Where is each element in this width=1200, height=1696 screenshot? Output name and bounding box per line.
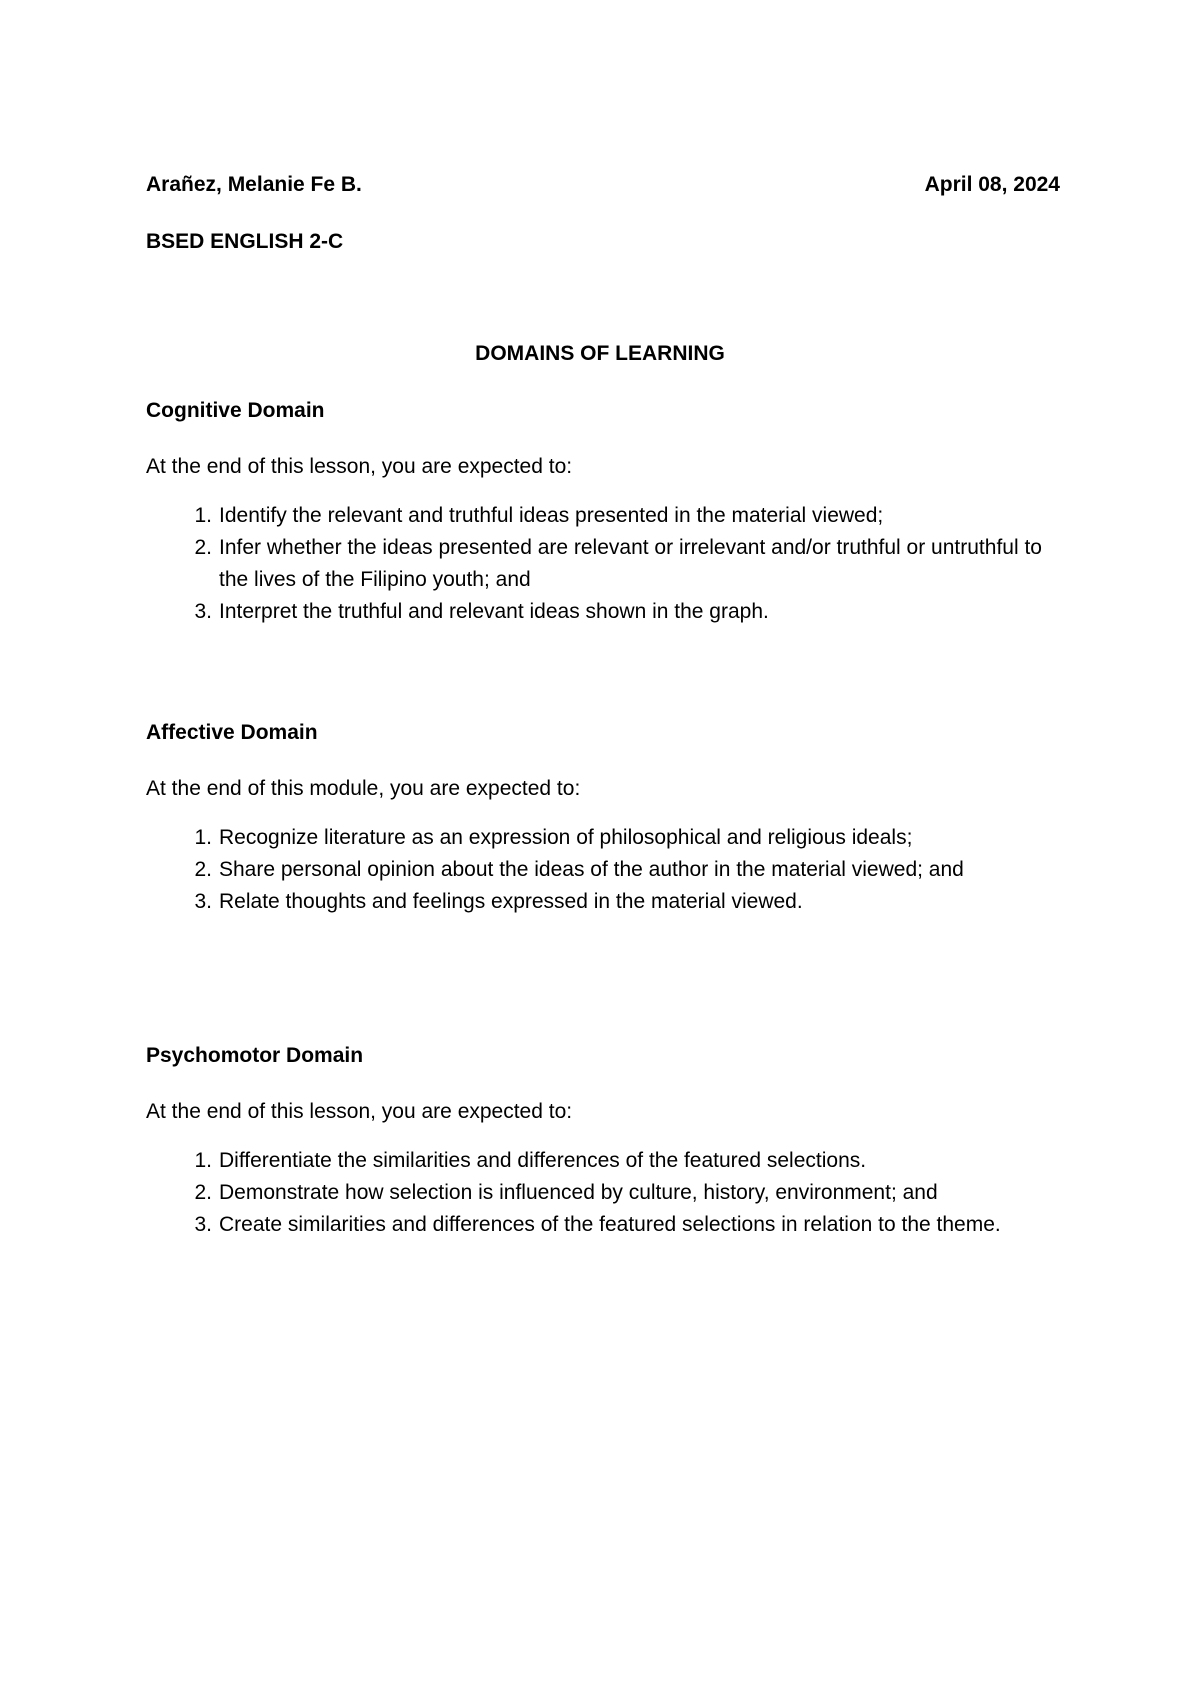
list-item (146, 1145, 1066, 1177)
list-item (146, 500, 1066, 532)
list-item (146, 532, 1066, 596)
list-item-number: 3. (194, 600, 212, 623)
header-row (146, 172, 1060, 198)
cognitive-domain-section (146, 398, 1066, 628)
objectives-list (146, 500, 1066, 628)
section-heading: Affective Domain (146, 721, 318, 744)
list-item-number: 1. (194, 826, 212, 849)
document-date: April 08, 2024 (924, 173, 1060, 196)
list-item (146, 596, 1066, 628)
list-item-number: 3. (194, 890, 212, 913)
list-item-number: 2. (194, 858, 212, 881)
list-item-text: Create similarities and differences of the featured selections in relation to the theme. (219, 1213, 1001, 1236)
list-item-text: Recognize literature as an expression of philosophical and religious ideals; (219, 826, 913, 849)
list-item (146, 1209, 1066, 1241)
section-intro: At the end of this lesson, you are expected to: (146, 1100, 573, 1123)
section-intro: At the end of this lesson, you are expected to: (146, 455, 573, 478)
list-item-text: Relate thoughts and feelings expressed in the material viewed. (219, 890, 803, 913)
list-item (146, 854, 1066, 886)
list-item-number: 2. (194, 1181, 212, 1204)
list-item-text: Demonstrate how selection is influenced by culture, history, environment; and (219, 1181, 938, 1204)
list-item-text: Identify the relevant and truthful ideas presented in the material viewed; (219, 504, 884, 527)
list-item-text: Share personal opinion about the ideas of the author in the material viewed; and (219, 858, 964, 881)
list-item-text: Interpret the truthful and relevant ideas shown in the graph. (219, 600, 769, 623)
list-item-number: 2. (194, 536, 212, 559)
student-name: Arañez, Melanie Fe B. (146, 173, 362, 196)
psychomotor-domain-section (146, 1043, 1066, 1241)
section-heading: Psychomotor Domain (146, 1044, 364, 1067)
list-item (146, 822, 1066, 854)
list-item (146, 886, 1066, 918)
page-title: DOMAINS OF LEARNING (475, 342, 725, 365)
objectives-list (146, 1145, 1066, 1241)
objectives-list (146, 822, 1066, 918)
list-item-text: Infer whether the ideas presented are relevant or irrelevant and/or truthful or untruthful to the lives of the Filipino youth; and (219, 536, 1042, 591)
course-section: BSED ENGLISH 2-C (146, 230, 344, 253)
section-intro: At the end of this module, you are expected to: (146, 777, 581, 800)
list-item-number: 3. (194, 1213, 212, 1236)
list-item (146, 1177, 1066, 1209)
list-item-text: Differentiate the similarities and differences of the featured selections. (219, 1149, 867, 1172)
affective-domain-section (146, 720, 1066, 918)
section-heading: Cognitive Domain (146, 399, 325, 422)
list-item-number: 1. (194, 504, 212, 527)
list-item-number: 1. (194, 1149, 212, 1172)
